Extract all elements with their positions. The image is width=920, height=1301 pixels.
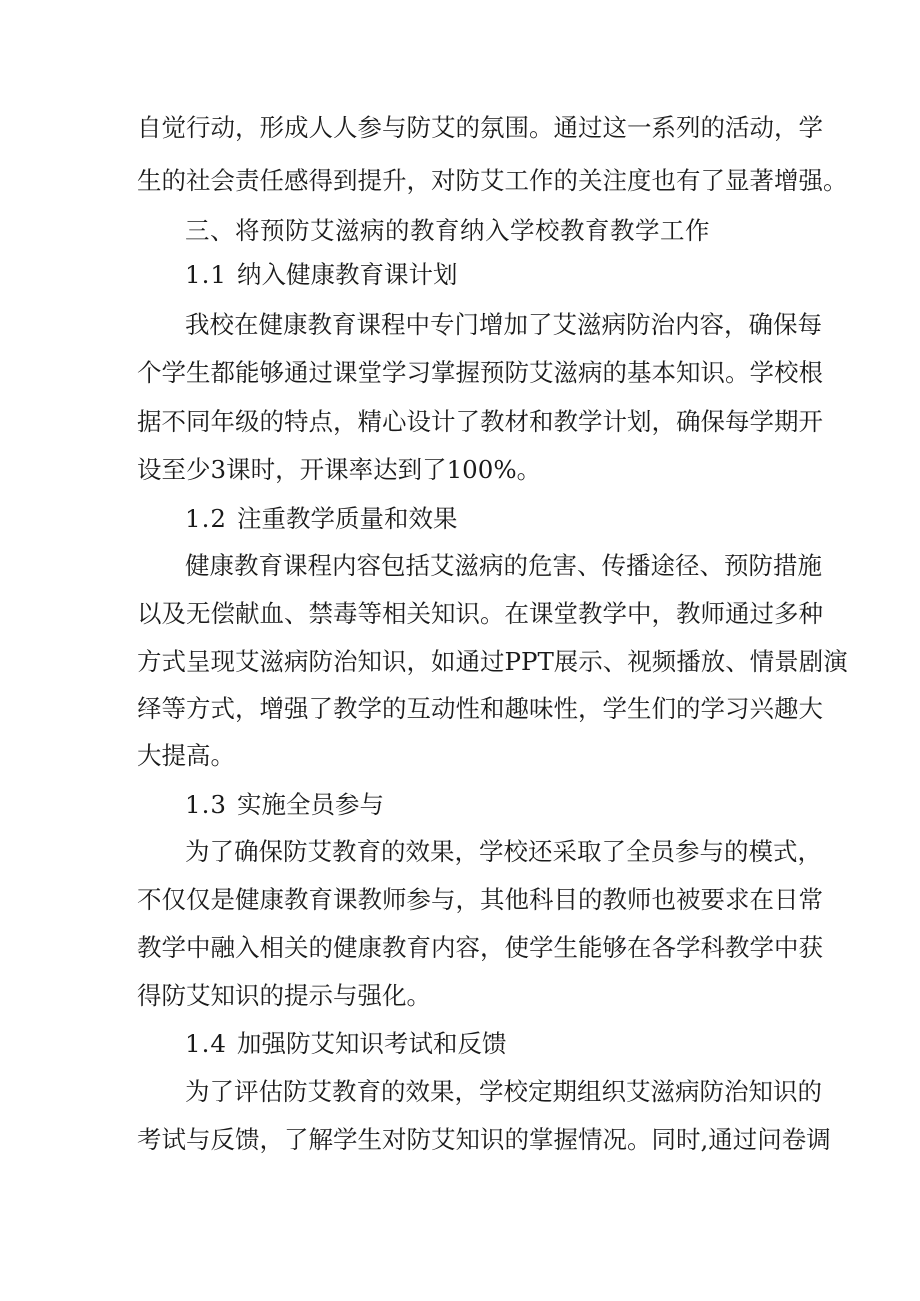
subsection-number: 1.2 (185, 504, 227, 533)
paragraph-line: 设至少3课时，开课率达到了100%。 (137, 455, 542, 484)
paragraph-line: 健康教育课程内容包括艾滋病的危害、传播途径、预防措施 (185, 551, 822, 580)
subsection-heading (185, 788, 797, 822)
subsection-heading (185, 258, 797, 292)
paragraph-line: 我校在健康教育课程中专门增加了艾滋病防治内容，确保每 (185, 310, 822, 339)
subsection-title: 加强防艾知识考试和反馈 (237, 1029, 507, 1058)
paragraph-line: 方式呈现艾滋病防治知识，如通过PPT展示、视频播放、情景剧演 (137, 647, 848, 676)
paragraph-line: 考试与反馈，了解学生对防艾知识的掌握情况。同时,通过问卷调 (137, 1125, 831, 1154)
paragraph-line: 得防艾知识的提示与强化。 (137, 981, 431, 1010)
subsection-title: 纳入健康教育课计划 (237, 260, 458, 289)
subsection-number: 1.1 (185, 260, 227, 289)
paragraph-line: 绎等方式，增强了教学的互动性和趣味性，学生们的学习兴趣大 (137, 694, 823, 723)
paragraph-line: 大提高。 (137, 741, 235, 770)
paragraph-line: 教学中融入相关的健康教育内容，使学生能够在各学科教学中获 (137, 933, 823, 962)
subsection-heading (185, 1027, 797, 1061)
paragraph-line: 自觉行动，形成人人参与防艾的氛围。通过这一系列的活动，学 (137, 113, 823, 142)
paragraph-line: 不仅仅是健康教育课教师参与，其他科目的教师也被要求在日常 (137, 885, 823, 914)
paragraph-line: 生的社会责任感得到提升，对防艾工作的关注度也有了显著增强。 (137, 166, 848, 195)
subsection-title: 实施全员参与 (237, 790, 384, 819)
paragraph-line: 为了确保防艾教育的效果，学校还采取了全员参与的模式， (185, 837, 822, 866)
paragraph-line: 以及无偿献血、禁毒等相关知识。在课堂教学中，教师通过多种 (137, 599, 823, 628)
paragraph-line: 为了评估防艾教育的效果，学校定期组织艾滋病防治知识的 (185, 1077, 822, 1106)
subsection-title: 注重教学质量和效果 (237, 504, 458, 533)
subsection-number: 1.3 (185, 790, 227, 819)
subsection-number: 1.4 (185, 1029, 227, 1058)
paragraph-line: 个学生都能够通过课堂学习掌握预防艾滋病的基本知识。学校根 (137, 358, 823, 387)
subsection-heading (185, 502, 797, 536)
section-heading: 三、将预防艾滋病的教育纳入学校教育教学工作 (185, 216, 710, 245)
paragraph-line: 据不同年级的特点，精心设计了教材和教学计划，确保每学期开 (137, 407, 823, 436)
